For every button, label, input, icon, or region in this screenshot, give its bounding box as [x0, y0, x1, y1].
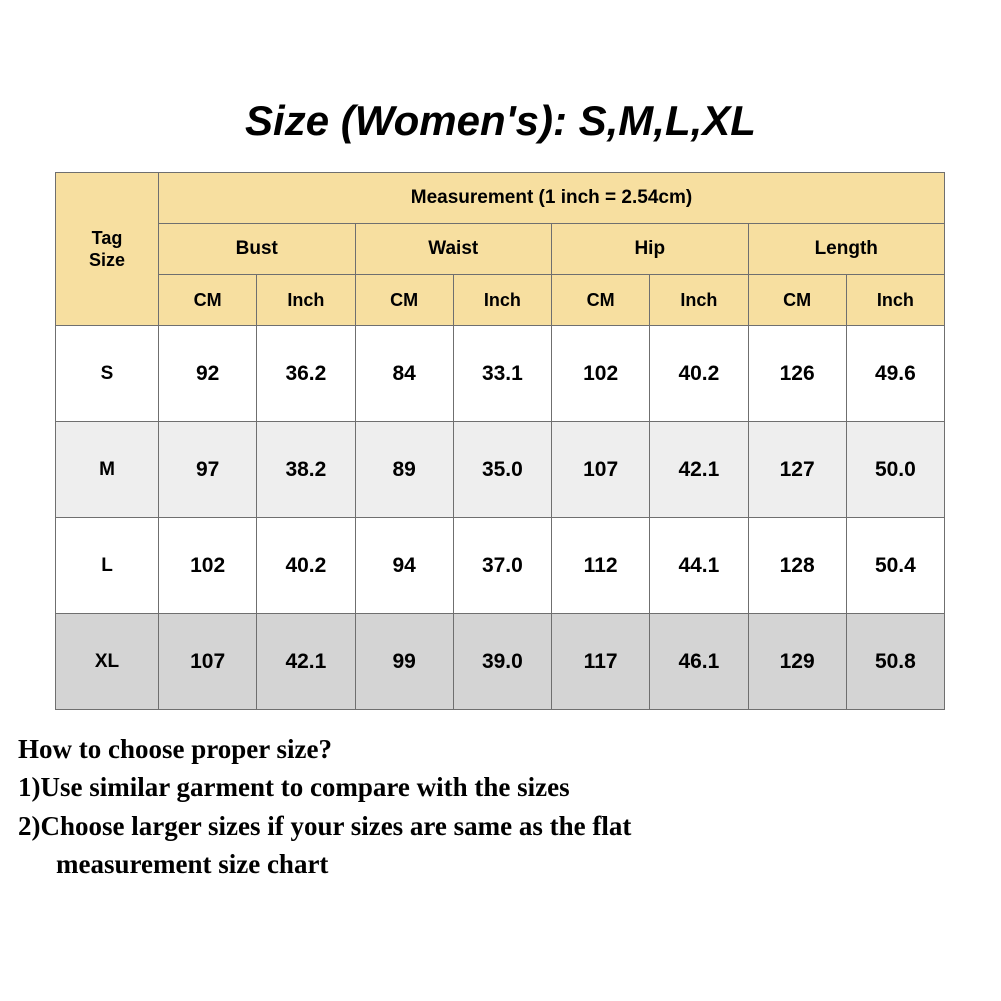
cell-s-length-cm: 126	[748, 326, 846, 422]
cell-s-waist-inch: 33.1	[453, 326, 551, 422]
cell-m-waist-cm: 89	[355, 422, 453, 518]
notes-line-3: measurement size chart	[56, 848, 329, 879]
size-guide-notes	[18, 730, 983, 883]
unit-header-waist-cm: CM	[355, 275, 453, 326]
table-header-row-groups	[56, 224, 945, 275]
cell-m-hip-inch: 42.1	[650, 422, 748, 518]
unit-header-hip-inch: Inch	[650, 275, 748, 326]
cell-l-hip-cm: 112	[552, 518, 650, 614]
cell-s-bust-cm: 92	[159, 326, 257, 422]
cell-l-length-cm: 128	[748, 518, 846, 614]
notes-heading: How to choose proper size?	[18, 734, 332, 764]
cell-l-hip-inch: 44.1	[650, 518, 748, 614]
table-header-row-measurement	[56, 173, 945, 224]
tag-size-label-line1: Tag	[91, 227, 123, 248]
measurement-header-cell: Measurement (1 inch = 2.54cm)	[159, 173, 945, 224]
cell-xl-waist-inch: 39.0	[453, 614, 551, 710]
row-size-label-m: M	[56, 422, 159, 518]
unit-header-hip-cm: CM	[552, 275, 650, 326]
page-title: Size (Women's): S,M,L,XL	[245, 97, 756, 144]
cell-m-bust-cm: 97	[159, 422, 257, 518]
group-header-hip: Hip	[552, 224, 749, 275]
unit-header-bust-inch: Inch	[257, 275, 355, 326]
cell-xl-bust-cm: 107	[159, 614, 257, 710]
cell-xl-bust-inch: 42.1	[257, 614, 355, 710]
cell-xl-hip-cm: 117	[552, 614, 650, 710]
row-size-label-s: S	[56, 326, 159, 422]
cell-xl-hip-inch: 46.1	[650, 614, 748, 710]
cell-s-hip-cm: 102	[552, 326, 650, 422]
cell-s-bust-inch: 36.2	[257, 326, 355, 422]
group-header-length: Length	[748, 224, 945, 275]
table-row	[56, 326, 945, 422]
cell-s-hip-inch: 40.2	[650, 326, 748, 422]
group-header-waist: Waist	[355, 224, 552, 275]
size-chart-table-wrapper	[55, 172, 946, 710]
cell-l-bust-cm: 102	[159, 518, 257, 614]
table-row	[56, 518, 945, 614]
table-row	[56, 614, 945, 710]
cell-m-bust-inch: 38.2	[257, 422, 355, 518]
row-size-label-l: L	[56, 518, 159, 614]
cell-m-hip-cm: 107	[552, 422, 650, 518]
cell-m-length-inch: 50.0	[846, 422, 944, 518]
cell-s-waist-cm: 84	[355, 326, 453, 422]
unit-header-bust-cm: CM	[159, 275, 257, 326]
notes-line-1: 1)Use similar garment to compare with the sizes	[18, 772, 570, 803]
cell-l-waist-inch: 37.0	[453, 518, 551, 614]
cell-m-length-cm: 127	[748, 422, 846, 518]
cell-xl-waist-cm: 99	[355, 614, 453, 710]
table-row	[56, 422, 945, 518]
cell-xl-length-cm: 129	[748, 614, 846, 710]
cell-m-waist-inch: 35.0	[453, 422, 551, 518]
unit-header-length-cm: CM	[748, 275, 846, 326]
cell-l-waist-cm: 94	[355, 518, 453, 614]
group-header-bust: Bust	[159, 224, 356, 275]
size-chart-table	[55, 172, 945, 710]
cell-l-bust-inch: 40.2	[257, 518, 355, 614]
cell-xl-length-inch: 50.8	[846, 614, 944, 710]
table-header-row-units	[56, 275, 945, 326]
row-size-label-xl: XL	[56, 614, 159, 710]
unit-header-waist-inch: Inch	[453, 275, 551, 326]
notes-line-2: 2)Choose larger sizes if your sizes are same as the flat	[18, 810, 632, 841]
unit-header-length-inch: Inch	[846, 275, 944, 326]
tag-size-label-line2: Size	[88, 250, 126, 270]
cell-s-length-inch: 49.6	[846, 326, 944, 422]
cell-l-length-inch: 50.4	[846, 518, 944, 614]
tag-size-corner-cell	[56, 173, 159, 326]
